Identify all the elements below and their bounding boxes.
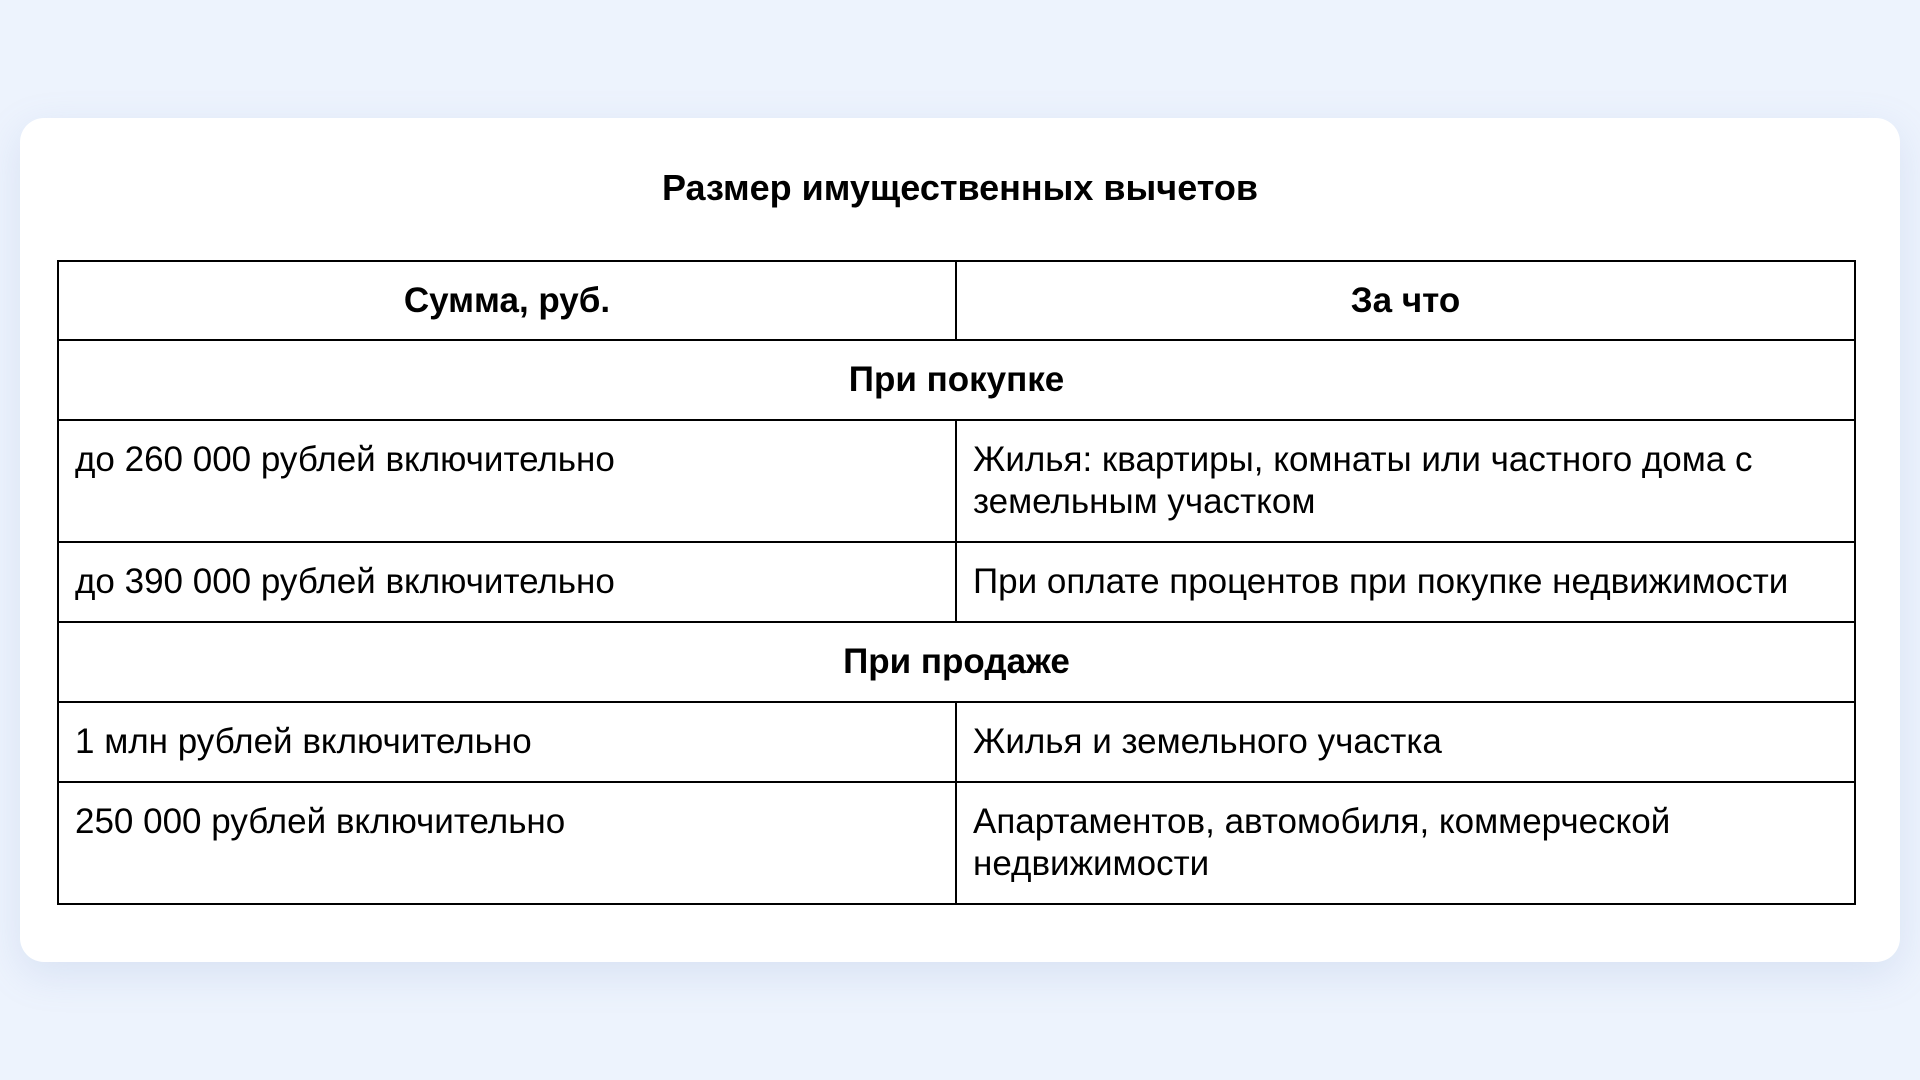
table-row [58,702,1855,782]
amount-cell: до 260 000 рублей включительно [58,420,956,542]
section-label-purchase: При покупке [58,340,1855,420]
table-title: Размер имущественных вычетов [661,167,1259,208]
table-row [58,420,1855,542]
amount-cell: 250 000 рублей включительно [58,782,956,904]
amount-cell: до 390 000 рублей включительно [58,542,956,622]
column-header-purpose: За что [956,261,1855,340]
deductions-table [57,260,1856,905]
table-row [58,782,1855,904]
column-header-amount: Сумма, руб. [58,261,956,340]
purpose-cell: Жилья: квартиры, комнаты или частного дома с земельным участком [956,420,1855,542]
section-row-sale [58,622,1855,702]
purpose-cell: Апартаментов, автомобиля, коммерческой недвижимости [956,782,1855,904]
content-card [20,118,1900,962]
purpose-cell: При оплате процентов при покупке недвижимости [956,542,1855,622]
section-row-purchase [58,340,1855,420]
table-row [58,542,1855,622]
header-row [58,261,1855,340]
purpose-cell: Жилья и земельного участка [956,702,1855,782]
amount-cell: 1 млн рублей включительно [58,702,956,782]
section-label-sale: При продаже [58,622,1855,702]
